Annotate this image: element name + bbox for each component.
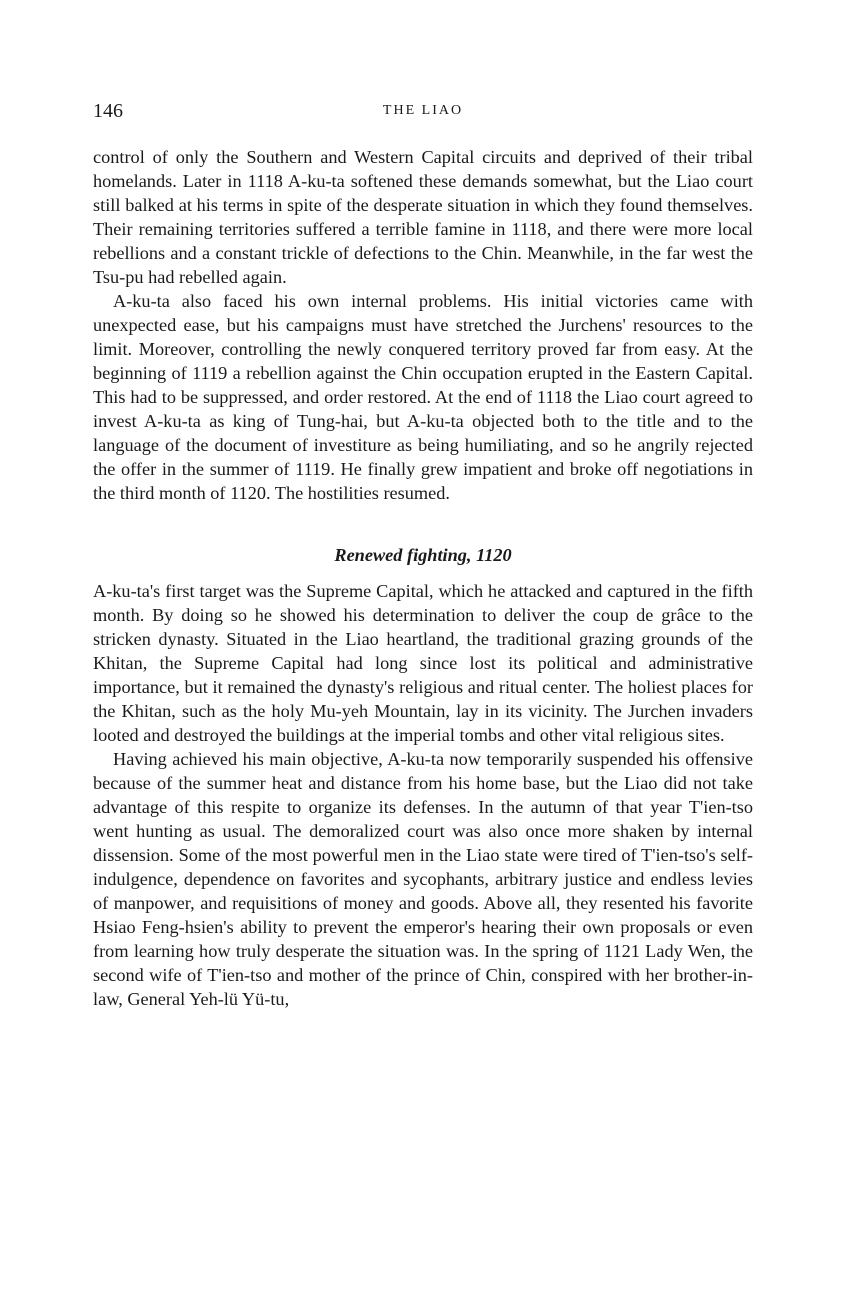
paragraph: Having achieved his main objective, A-ku-ta now temporarily suspended his offensive because of the summer heat and distance from his home base, but the Liao did not take advantage of this respite to organize its defenses. In the autumn of that year T'ien-tso went hunting as usual. The demoralized court was also once more shaken by internal dissension. Some of the most powerful men in the Liao state were tired of T'ien-tso's self-indulgence, dependence on favorites and sycophants, arbitrary justice and endless levies of manpower, and requisitions of money and goods. Above all, they resented his favorite Hsiao Feng-hsien's ability to prevent the emperor's hearing their own proposals or even from learning how truly desperate the situation was. In the spring of 1121 Lady Wen, the second wife of T'ien-tso and mother of the prince of Chin, conspired with her brother-in-law, General Yeh-lü Yü-tu, — [93, 749, 753, 1009]
running-head: THE LIAO — [382, 103, 464, 118]
paragraph: A-ku-ta's first target was the Supreme Capital, which he attacked and captured in the fifth month. By doing so he showed his determination to deliver the coup de grâce to the stricken dynasty. Situated in the Liao heartland, the traditional grazing grounds of the Khitan, the Supreme Capital had long since lost its political and administrative importance, but it remained the dynasty's religious and ritual center. The holiest places for the Khitan, such as the holy Mu-yeh Mountain, lay in its vicinity. The Jurchen invaders looted and destroyed the buildings at the imperial tombs and other vital religious sites. — [93, 581, 753, 745]
page-number: 146 — [93, 100, 123, 122]
paragraph: A-ku-ta also faced his own internal problems. His initial victories came with unexpected ease, but his campaigns must have stretched the Jurchens' resources to the limit. Moreover, controlling the newly conquered territory proved far from easy. At the beginning of 1119 a rebellion against the Chin occupation erupted in the Eastern Capital. This had to be suppressed, and order restored. At the end of 1118 the Liao court agreed to invest A-ku-ta as king of Tung-hai, but A-ku-ta objected both to the title and to the language of the document of investiture as being humiliating, and so he angrily rejected the offer in the summer of 1119. He finally grew impatient and broke off negotiations in the third month of 1120. The hostilities resumed. — [93, 291, 753, 503]
body-text — [93, 145, 753, 1011]
paragraph: control of only the Southern and Western Capital circuits and deprived of their tribal homelands. Later in 1118 A-ku-ta softened these demands somewhat, but the Liao court still balked at his terms in spite of the desperate situation in which they found themselves. Their remaining territories suffered a terrible famine in 1118, and there were more local rebellions and a constant trickle of defections to the Chin. Meanwhile, in the far west the Tsu-pu had rebelled again. — [93, 147, 753, 287]
page-header — [93, 96, 753, 126]
section-heading: Renewed fighting, 1120 — [334, 545, 512, 565]
